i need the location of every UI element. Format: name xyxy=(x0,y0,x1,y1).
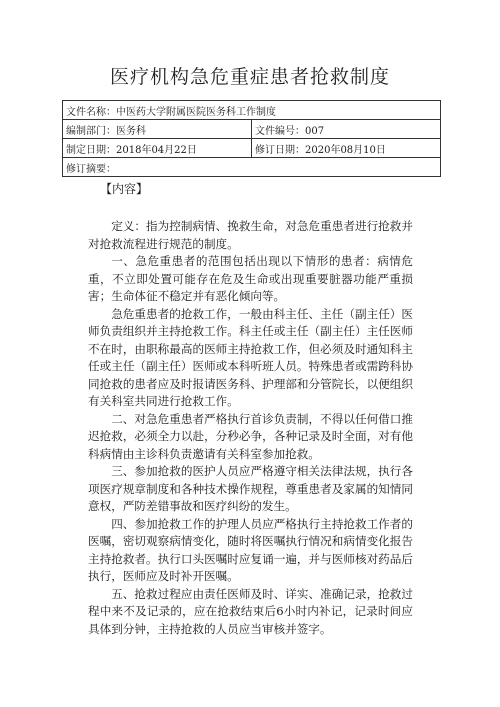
paragraph-records: 五、抢救过程应由责任医师及时、详实、准确记录，抢救过程中来不及记录的，应在抢救结束后6小时内补记，记录时间应具体到分钟，主持抢救的人员应当审核并签字。 xyxy=(88,586,413,636)
meta-row-dates xyxy=(63,139,441,158)
meta-revised-date: 修订日期：2020年08月10日 xyxy=(252,139,441,158)
meta-created-date: 制定日期：2018年04月22日 xyxy=(63,139,252,158)
content-body xyxy=(88,218,413,638)
paragraph-organization: 急危重患者的抢救工作，一般由科主任、主任（副主任）医师负责组织并主持抢救工作。科主任或主任（副主任）主任医师不在时，由职称最高的医师主持抢救工作，但必须及时通知科主任或主任（副主任）医师或本科听班人员。特殊患者或需跨科协同抢救的患者应及时报请医务科、护理部和分管院长，以便组织有关科室共同进行抢救工作。 xyxy=(88,306,413,408)
meta-row-file-name xyxy=(63,101,441,120)
paragraph-scope: 一、急危重患者的范围包括出现以下情形的患者：病情危重，不立即处置可能存在危及生命或出现重要脏器功能严重损害；生命体征不稳定并有恶化倾向等。 xyxy=(88,254,413,303)
meta-row-summary xyxy=(63,158,441,177)
meta-file-number: 文件编号：007 xyxy=(252,120,441,139)
document-meta-table xyxy=(62,100,441,177)
content-heading: 【内容】 xyxy=(100,182,149,196)
paragraph-definition: 定义：指为控制病情、挽救生命，对急危重患者进行抢救并对抢救流程进行规范的制度。 xyxy=(88,219,413,251)
meta-file-name: 文件名称：中医药大学附属医院医务科工作制度 xyxy=(63,101,441,120)
paragraph-first-visit: 二、对急危重患者严格执行首诊负责制，不得以任何借口推迟抢救，必须全力以赴，分秒必争，各种记录及时全面，对有他科病情由主诊科负责邀请有关科室参加抢救。 xyxy=(88,411,413,461)
meta-department: 编制部门：医务科 xyxy=(63,120,252,139)
paragraph-nursing: 四、参加抢救工作的护理人员应严格执行主持抢救工作者的医嘱，密切观察病情变化，随时将医嘱执行情况和病情变化报告主持抢救者。执行口头医嘱时应复诵一遍，并与医师核对药品后执行，医师应及时补开医嘱。 xyxy=(88,516,413,583)
paragraph-regulations: 三、参加抢救的医护人员应严格遵守相关法律法规，执行各项医疗规章制度和各种技术操作规程，尊重患者及家属的知情同意权，严防差错事故和医疗纠纷的发生。 xyxy=(88,464,413,513)
meta-summary: 修订摘要： xyxy=(63,158,441,177)
document-title: 医疗机构急危重症患者抢救制度 xyxy=(109,66,390,88)
meta-row-department xyxy=(63,120,441,139)
